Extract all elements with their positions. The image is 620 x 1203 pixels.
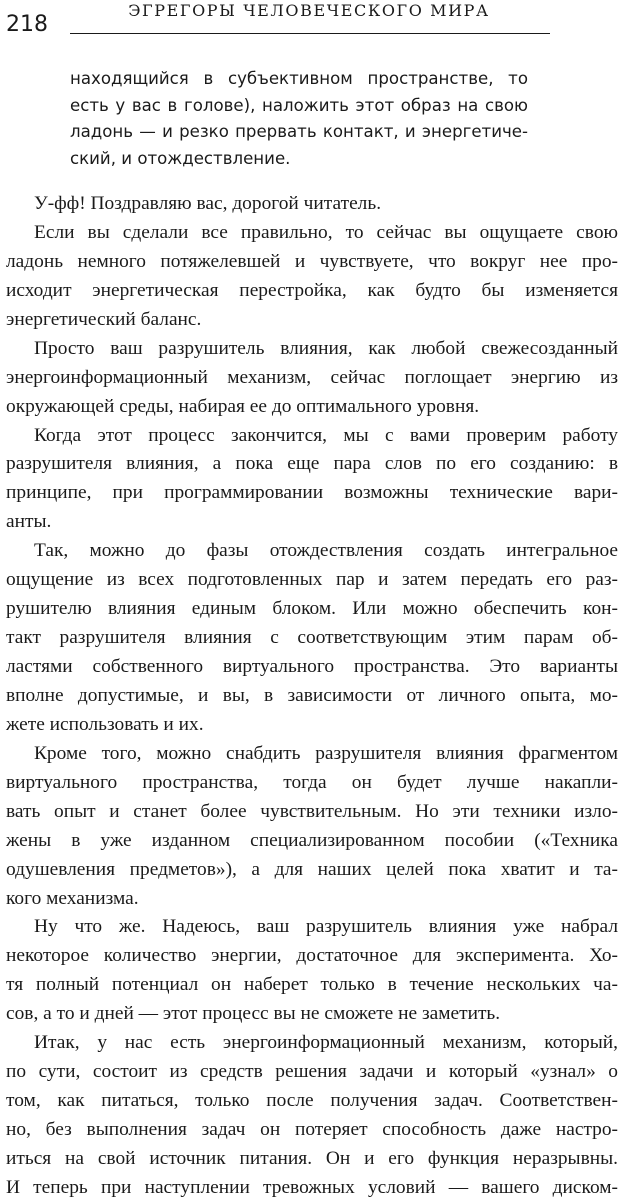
paragraph-line: иться на свой источник питания. Он и его функция неразрывны.: [6, 1147, 618, 1169]
inset-line: ладонь — и резко прервать контакт, и энергетиче-: [70, 122, 528, 141]
paragraph-line: некоторое количество энергии, достаточное для эксперимента. Хо-: [6, 945, 618, 967]
inset-line: находящийся в субъективном пространстве, то: [70, 69, 528, 88]
paragraph-line: ластями собственного виртуального пространства. Это варианты: [6, 656, 618, 677]
paragraph-line: Так, можно до фазы отождествления создать интегральное: [34, 540, 618, 562]
paragraph-line: одушевления предметов»), а для наших целей пока хватит и та-: [6, 858, 618, 880]
inset-line: есть у вас в голове), наложить этот образ на свою: [70, 95, 528, 115]
paragraph-line: ощущение из всех подготовленных пар и затем передать его раз-: [6, 569, 618, 591]
paragraph-line: но, без выполнения задач он потеряет способность даже настро-: [6, 1119, 618, 1140]
paragraph-line: вполне допустимые, и вы, в зависимости от личного опыта, мо-: [6, 684, 618, 706]
paragraph-line: по сути, состоит из средств решения задачи и который «узнал» о: [6, 1061, 618, 1083]
paragraph-line: исходит энергетическая перестройка, как будто бы изменяется: [6, 279, 618, 301]
paragraph-line: вать опыт и станет более чувствительным. Но эти техники изло-: [6, 800, 618, 822]
paragraph-line: принципе, при программировании возможны технические вари-: [6, 482, 618, 504]
running-title: ЭГРЕГОРЫ ЧЕЛОВЕЧЕСКОГО МИРА: [128, 1, 490, 20]
paragraph-line: тя полный потенциал он наберет только в течение нескольких ча-: [6, 974, 618, 996]
paragraph-line: жены в уже изданном специализированном пособии («Техника: [6, 829, 618, 851]
paragraph-line: Ну что же. Надеюсь, ваш разрушитель влияния уже набрал: [34, 916, 618, 938]
paragraph-line: Кроме того, можно снабдить разрушителя влияния фрагментом: [34, 742, 618, 764]
paragraph-line: энергоинформационный механизм, сейчас поглощает энергию из: [6, 366, 618, 388]
page-number: 218: [6, 12, 48, 37]
header-rule: [70, 33, 550, 34]
paragraph-line: жете использовать и их.: [6, 713, 204, 735]
instruction-inset: [70, 66, 528, 172]
inset-line: ский, и отождествление.: [70, 148, 291, 168]
paragraph-line: Просто ваш разрушитель влияния, как любой свежесозданный: [34, 337, 618, 359]
paragraph-line: разрушителя влияния, а пока еще пара слов по его созданию: в: [6, 453, 618, 475]
paragraph-line: ладонь немного потяжелевшей и чувствуете, что вокруг нее про-: [6, 250, 618, 272]
paragraph-line: кого механизма.: [6, 887, 139, 909]
body-text: [6, 190, 618, 1203]
paragraph-line: сов, а то и дней — этот процесс вы не сможете не заметить.: [6, 1003, 501, 1025]
paragraph-line: такт разрушителя влияния с соответствующим этим парам об-: [6, 627, 618, 649]
paragraph-line: энергетический баланс.: [6, 308, 202, 330]
paragraph-line: окружающей среды, набирая ее до оптимального уровня.: [6, 395, 480, 417]
paragraph-line: том, как питаться, только после получения задач. Соответствен-: [6, 1090, 618, 1112]
paragraph-line: рушителю влияния единым блоком. Или можно обеспечить кон-: [6, 598, 618, 620]
paragraph-line: Итак, у нас есть энергоинформационный механизм, который,: [34, 1032, 618, 1054]
paragraph-line: виртуального пространства, тогда он будет лучше накапли-: [6, 771, 618, 793]
page-header: [0, 0, 620, 44]
paragraph-line: И теперь при наступлении тревожных условий — вашего диском-: [6, 1176, 618, 1198]
paragraph-line: Если вы сделали все правильно, то сейчас вы ощущаете свою: [34, 221, 618, 243]
paragraph-line: У-фф! Поздравляю вас, дорогой читатель.: [34, 193, 382, 214]
paragraph-line: Когда этот процесс закончится, мы с вами проверим работу: [34, 424, 618, 446]
paragraph-line: анты.: [6, 511, 52, 533]
